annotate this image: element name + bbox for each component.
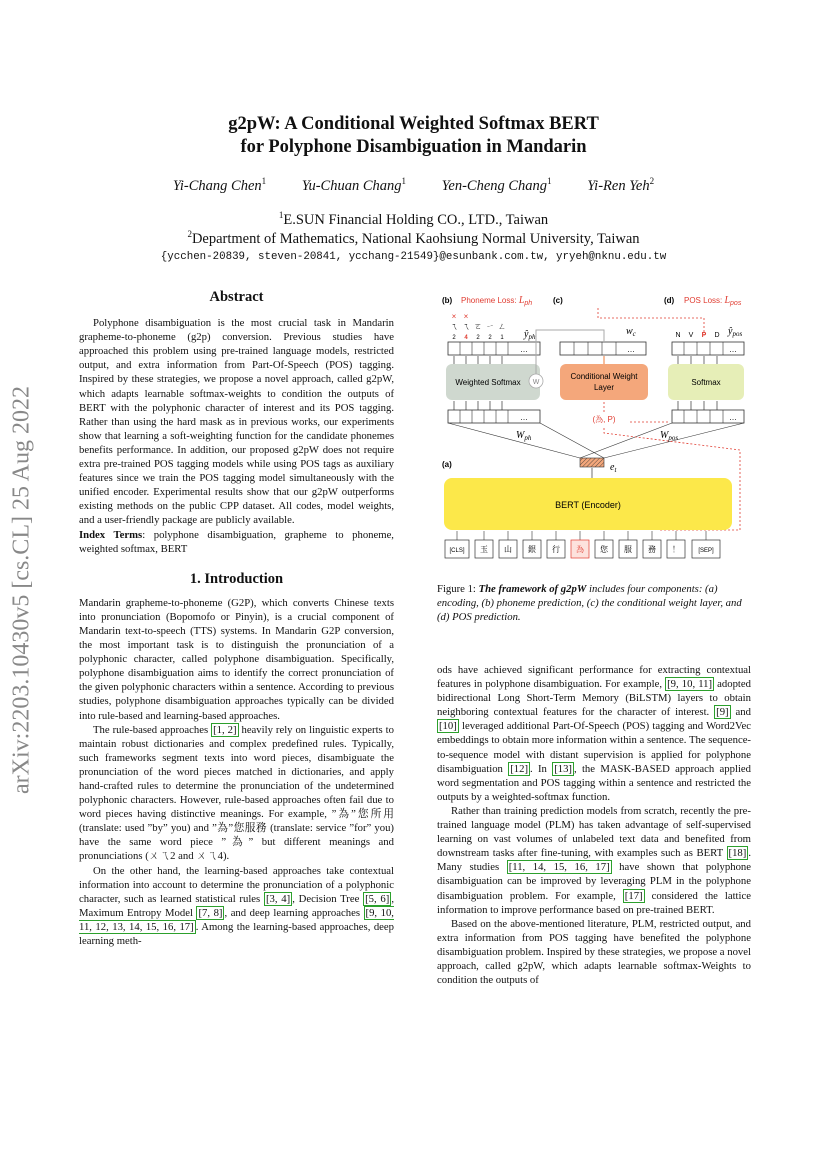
svg-text:ㄥ: ㄥ	[498, 322, 506, 331]
intro-paragraph: The rule-based approaches [1, 2] heavily rely on linguistic experts to maintain robust dictionaries and complex predefined rules. Typically, such frameworks segment texts into word pieces, disambiguate the pronunciation of the word pieces matched in dictionaries, and apply hand-crafted rules to determine the pronunciation of the undetermined polyphonic characters. However, rule-based approaches often fail due to word pieces having distinctive meanings. For example, ”為”您所用 (translate: used ”by” you) and ”為”您服務 (translate: service ”for” you) have the same word piece ”為” but different meanings and pronunciations (ㄨㄟ2 and ㄨㄟ4).	[79, 723, 394, 863]
output-vectors	[448, 342, 744, 355]
citation-link[interactable]: [1, 2]	[213, 723, 237, 736]
bert-label: BERT (Encoder)	[555, 500, 621, 510]
svg-text:W: W	[532, 379, 540, 386]
svg-text:ㄟ: ㄟ	[450, 322, 458, 331]
intro-paragraph: Mandarin grapheme-to-phoneme (G2P), which converts Chinese texts into pronunciation (Bopomofo or Pinyin), is a crucial component of Mandarin text-to-speech (TTS) systems. In Mandarin G2P conversion, the most important task is to distinguish the pronunciation of a polyphonic character, called polyphone disambiguation. Specifically, polyphone disambiguation aims to identify the correct pronunciation of the given polyphonic characters within a sentence. According to previous studies, polyphone disambiguation approaches typically can be divided into rule-based and learning-based approaches.	[79, 596, 394, 722]
pos-tags	[675, 332, 719, 339]
author: Yi-Ren Yeh$^2$	[587, 176, 655, 194]
intro-heading: 1. Introduction	[189, 570, 284, 587]
y-ph-label: $ŷ_{ph}$	[524, 329, 536, 341]
title-line-1: g2pW: A Conditional Weighted Softmax BERT	[228, 114, 599, 134]
citation-link[interactable]: [3, 4]	[265, 892, 291, 905]
svg-text:ㄛ: ㄛ	[474, 322, 482, 331]
svg-text:務: 務	[648, 545, 656, 554]
svg-text:銀: 銀	[528, 545, 536, 554]
title-line-2: for Polyphone Disambiguation in Mandarin	[240, 137, 587, 157]
svg-text:！: ！	[672, 545, 680, 554]
w-pos-label: $W_{pos}$	[660, 430, 679, 442]
citation-link[interactable]: [5, 6]	[365, 892, 390, 905]
svg-text:N: N	[675, 332, 681, 339]
author: Yen-Cheng Chang$^1$	[441, 176, 552, 194]
right-column	[437, 663, 751, 987]
svg-text:2: 2	[476, 335, 480, 341]
cond-weight-label-1: Conditional Weight	[570, 372, 638, 381]
y-pos-label: $ŷ_{pos}$	[728, 326, 743, 338]
abstract-text: Polyphone disambiguation is the most crucial task in Mandarin grapheme-to-phoneme (g2p) conversion. Previous studies have approached this problem using pre-trained language models, restricted output, and extra information from Part-Of-Speech (POS) tagging. Inspired by these strategies, we propose a novel approach, called g2pW, which adapts learnable softmax-weights to condition the outputs of BERT with the polyphonic character of interest and its POS tagging. Rather than using the hard mask as in previous works, our experiments show that learning a soft-weighting function for the candidate phonemes benefits performance. In addition, our proposed g2pW does not require extra pre-trained POS tagging models while using POS tags as auxiliary features since we train the POS tagging model simultaneously with the unified encoder. Experimental results show that our g2pW outperforms existing methods on the public CPP dataset. All codes, model weights, and a user-friendly package are publicly available.	[79, 317, 394, 527]
svg-text:V: V	[688, 332, 694, 339]
body-paragraph: ods have achieved significant performance for extracting contextual features in polyphone disambiguation. For example, [9, 10, 11] adopted bidirectional Long Short-Term Memory (BiLSTM) layers to obtain neighboring contextual features for the character of interest. [9] and [10] leveraged additional Part-Of-Speech (POS) tagging and Word2Vec embeddings to obtain more information within a sentence. The sequence-to-sequence model with distant supervision is applied for polyphone disambiguation [12] . In [13] , the MASK-BASED approach applied word segmentation and POS tagging within a sentence and restricted the outputs by a weighted-softmax function.	[437, 664, 751, 803]
cond-weight-label-2: Layer	[593, 383, 615, 392]
panel-label-d: (d)	[664, 296, 675, 305]
svg-text:D: D	[714, 332, 720, 339]
citation-link[interactable]: [18]	[728, 847, 747, 860]
svg-text:ㄧ: ㄧ	[486, 322, 494, 331]
svg-text:1: 1	[500, 335, 504, 341]
svg-text:…: …	[729, 413, 737, 422]
svg-text:…: …	[520, 413, 528, 422]
citation-link[interactable]: [9, 10, 11, 12, 13, 14, 15, 16, 17]	[79, 906, 394, 933]
svg-text:×: ×	[463, 312, 469, 321]
citation-link[interactable]: [13]	[554, 762, 572, 775]
author-list	[0, 176, 827, 195]
citation-link[interactable]: [10]	[439, 720, 457, 733]
arxiv-id: arXiv:2203.10430v5 [cs.CL] 25 Aug 2022	[8, 386, 35, 794]
body-paragraph: Based on the above-mentioned literature, PLM, restricted output, and extra information from POS tagging have benefited the polyphone disambiguation problem. Inspired by these strategies, we propose a novel approach, called g2pW, which adapts learnable softmax-Weights to condition the outputs of	[437, 917, 751, 987]
left-column	[79, 290, 394, 948]
svg-text:行: 行	[552, 545, 560, 554]
svg-text:…: …	[520, 345, 528, 354]
author: Yu-Chuan Chang$^1$	[301, 176, 407, 194]
figure-caption: Figure 1: The framework of g2pW includes four components: (a) encoding, (b) phoneme prediction, (c) the conditional weight layer, and (d) POS prediction.	[437, 583, 742, 623]
svg-text:4: 4	[464, 335, 468, 341]
svg-text:…: …	[729, 345, 737, 354]
emails: {ycchen-20839, steven-20841, ycchang-21549}@esunbank.com.tw, yryeh@nknu.edu.tw	[160, 251, 667, 263]
panel-label-c: (c)	[553, 296, 563, 305]
svg-text:2: 2	[452, 335, 456, 341]
e-t-vector	[580, 458, 604, 467]
svg-text:服: 服	[624, 545, 632, 554]
affiliation-1: $^1$E.SUN Financial Holding CO., LTD., Taiwan	[278, 210, 549, 228]
w-c-label: $w_c$	[626, 326, 636, 338]
condition-input: (為, P)	[592, 415, 616, 424]
paper-title	[0, 113, 827, 159]
citation-link[interactable]: [12]	[510, 762, 529, 775]
panel-label-a: (a)	[442, 460, 452, 469]
svg-text:玉: 玉	[480, 545, 488, 554]
phoneme-candidates	[450, 312, 506, 341]
framework-figure	[428, 290, 758, 570]
svg-text:山: 山	[504, 545, 512, 554]
svg-text:[SEP]: [SEP]	[698, 548, 714, 554]
svg-text:2: 2	[488, 335, 492, 341]
abstract-heading: Abstract	[209, 289, 264, 305]
weighted-softmax-label: Weighted Softmax	[455, 378, 521, 387]
panel-label-b: (b)	[442, 296, 453, 305]
svg-text:×: ×	[451, 312, 457, 321]
citation-link[interactable]: [9, 10, 11]	[667, 678, 713, 691]
pos-loss-label: POS Loss: Lpos	[684, 295, 742, 307]
intro-paragraph: On the other hand, the learning-based approaches take contextual information into account to determine the pronunciation of a polyphonic character, such as learned statistical rules [3, 4] , Decision Tree [5, 6] , Maximum Entropy Model [7, 8] , and deep learning approaches [9, 10, 11, 12, 13, 14, 15, 16, 17] . Among the learning-based approaches, deep learning meth-	[79, 864, 394, 948]
citation-link[interactable]: [7, 8]	[198, 906, 223, 919]
svg-text:[CLS]: [CLS]	[449, 548, 465, 554]
w-ph-label: $W_{ph}$	[516, 430, 532, 442]
svg-text:您: 您	[600, 545, 608, 554]
affiliation-2: $^2$Department of Mathematics, National Kaohsiung Normal University, Taiwan	[187, 229, 640, 247]
phoneme-loss-label: Phoneme Loss: Lph	[461, 295, 533, 307]
svg-text:…: …	[627, 345, 635, 354]
author: Yi-Chang Chen$^1$	[172, 176, 267, 194]
arxiv-stamp	[6, 360, 38, 820]
citation-link[interactable]: [9]	[716, 706, 729, 719]
conditional-weight-layer-box	[560, 364, 648, 400]
index-terms: Index Terms: polyphone disambiguation, grapheme to phoneme, weighted softmax, BERT	[79, 528, 394, 555]
token-row	[445, 531, 720, 558]
softmax-label: Softmax	[691, 378, 721, 387]
e-t-label: $e_t$	[610, 462, 617, 474]
body-paragraph: Rather than training prediction models from scratch, recently the pre-trained language model (PLM) has taken advantage of self-supervised learning on vast volumes of unlabeled text data and benefited from downstream tasks after fine-tuning, with examples such as BERT [18] . Many studies [11, 14, 15, 16, 17] have shown that polyphone disambiguation can be improved by leveraging PLM in the polyphone disambiguation problem. For example, [17] considered the lattice information to improve performance based on pre-trained BERT.	[437, 804, 751, 916]
svg-text:為: 為	[576, 545, 584, 554]
svg-text:ㄟ: ㄟ	[462, 322, 470, 331]
svg-text:P: P	[701, 332, 707, 339]
citation-link[interactable]: [11, 14, 15, 16, 17]	[508, 861, 610, 874]
citation-link[interactable]: [17]	[624, 889, 643, 902]
